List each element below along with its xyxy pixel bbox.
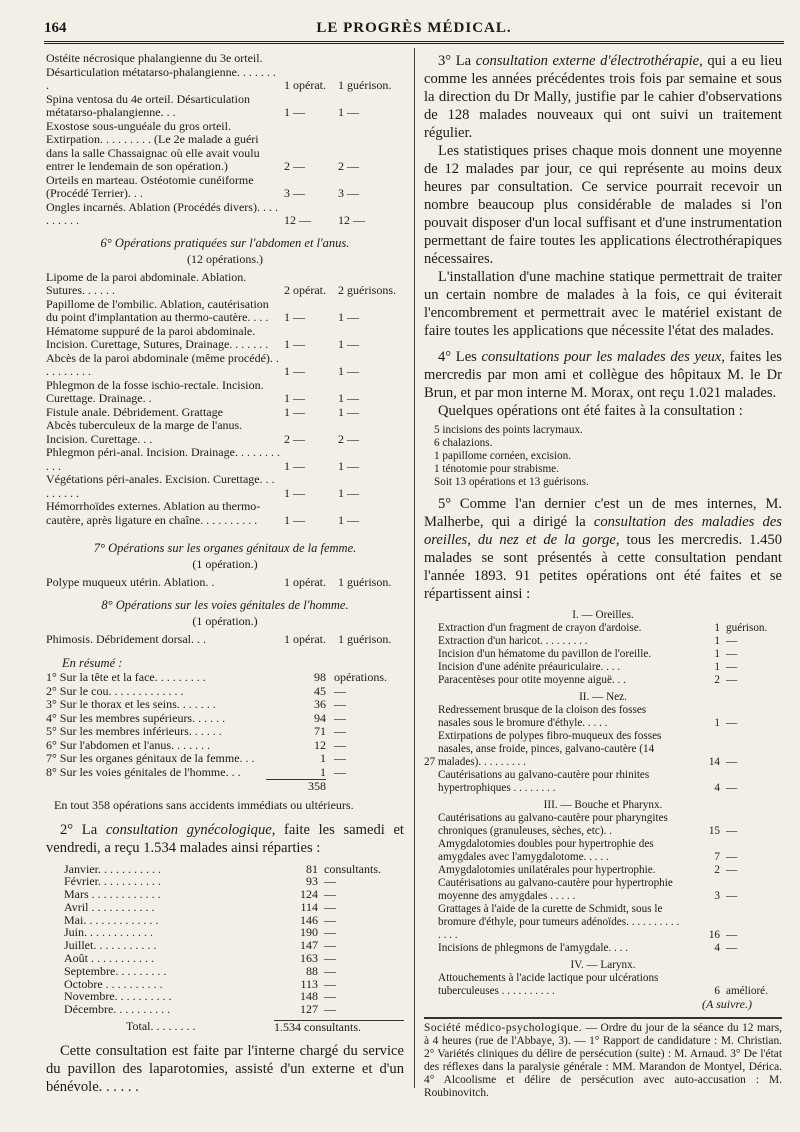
left-column <box>46 52 404 1096</box>
operation-row: Hémorrhoïdes externes. Ablation au thermo-cautère, après ligature en chaîne. . . . . . . . . . 1 — 1 — <box>46 499 359 527</box>
resume-title: En résumé : <box>62 656 123 670</box>
operation-row: Phlegmon de la fosse ischio-rectale. Incision. Curettage. Drainage. . 1 — 1 — <box>46 377 359 405</box>
ent-operation-row: Amygdalotomies doubles pour hypertrophie des amygdales avec l'amygdalotome. . . . . 7 — <box>438 838 738 863</box>
operations-list-feet <box>46 52 404 228</box>
ent-operation-row: Extraction d'un fragment de crayon d'ardoise. 1 guérison. <box>438 622 768 634</box>
operation-row: Hématome suppuré de la paroi abdominale. Incision. Curettage, Sutures, Drainage. . . . . . . 1 — 1 — <box>46 323 359 351</box>
header-rule <box>44 41 784 44</box>
mouth-operations <box>424 812 782 955</box>
operation-row: Phlegmon péri-anal. Incision. Drainage. . . . . . . . . . . 1 — 1 — <box>46 445 359 473</box>
ent-operation-row: Incisions de phlegmons de l'amygdale. . . . 4 — <box>438 942 738 954</box>
month-row: Juin. . . . . . . . . . . . 190 — <box>64 925 336 940</box>
section-subtitle-male-genital: (1 opération.) <box>192 613 258 628</box>
month-row: Janvier. . . . . . . . . . . 81 consultants. <box>64 861 381 876</box>
ent-operation-row: Incision d'un hématome du pavillon de l'oreille. 1 — <box>438 648 738 660</box>
societe-name: Société médico-psychologique. <box>424 1022 583 1034</box>
closing-paragraph: Cette consultation est faite par l'interne chargé du service du pavillon des laparotomies, assisté d'un externe et d'un bénévole. . . . . . <box>46 1042 404 1095</box>
operation-row: Ostéite nécrosique phalangienne du 3e orteil. Désarticulation métatarso-phalangienne. . . . . . . . 1 opérat. 1 guérison. <box>46 51 392 92</box>
gynecology-paragraph: 2° La consultation gynécologique, faite les samedi et vendredi, a reçu 1.534 malades ainsi réparties : <box>46 821 404 856</box>
operation-row: Polype muqueux utérin. Ablation. . 1 opérat. 1 guérison. <box>46 575 392 589</box>
resume-note: En tout 358 opérations sans accidents immédiats ou ultérieurs. <box>54 797 354 812</box>
right-column <box>424 52 782 1100</box>
section-title-female-genital: 7° Opérations sur les organes génitaux de la femme. <box>93 541 357 555</box>
month-row: Avril . . . . . . . . . . . 114 — <box>64 899 336 914</box>
ent-paragraph: 5° Comme l'an dernier c'est un de mes internes, M. Malherbe, qui a dirigé la consultation des maladies des oreilles, du nez et de la gorge, tous les mercredis. 1.450 malades se sont présentés à cette consultation pendant l'année 1893. 91 petites opérations ont été faites et se répartissent ainsi : <box>424 496 782 602</box>
resume-row: 2° Sur le cou. . . . . . . . . . . . . 45 — <box>46 683 346 698</box>
section-subtitle-abdomen: (12 opérations.) <box>187 251 263 266</box>
eye-operation-item: 1 ténotomie pour strabisme. <box>434 463 559 475</box>
operation-row: Spina ventosa du 4e orteil. Désarticulation métatarso-phalangienne. . . 1 — 1 — <box>46 91 359 119</box>
operation-row: Papillome de l'ombilic. Ablation, cautérisation du point d'implantation au thermo-cautère. . . . 1 — 1 — <box>46 296 359 324</box>
statistics-paragraph: Les statistiques prises chaque mois donnent une moyenne de 12 malades par jour, ce qui représente au moins deux heures par consultation. Ce service pourrait recevoir un nombre beaucoup plus considérable de malades si l'on pouvait disposer d'un local suffisant et d'une instrumentation permettant de faire toutes les applications électrothérapiques nécessaires. <box>424 143 782 267</box>
operations-list-abdomen <box>46 271 404 528</box>
operation-row: Lipome de la paroi abdominale. Ablation. Sutures. . . . . . 2 opérat. 2 guérisons. <box>46 269 396 297</box>
operation-row: Orteils en marteau. Ostéotomie cunéiforme (Procédé Terrier). . . 3 — 3 — <box>46 172 359 200</box>
machine-paragraph: L'installation d'une machine statique permettrait de traiter un certain nombre de malades à la fois, ce qui éviterait l'encombrement et permettrait avec le matériel existant de faire toutes les applications que nécessite l'état des malades. <box>424 269 782 339</box>
month-row: Juillet. . . . . . . . . . . 147 — <box>64 938 336 953</box>
operations-list-female-genital <box>46 576 404 590</box>
operation-row: Abcès tuberculeux de la marge de l'anus. Incision. Curettage. . . 2 — 2 — <box>46 418 359 446</box>
resume-row: 3° Sur le thorax et les seins. . . . . . . 36 — <box>46 697 346 711</box>
ent-operation-row: Grattages à l'aide de la curette de Schmidt, sous le bromure d'éthyle, pour tumeurs adénoïdes. . . . . . . . . . . . . . 16 — <box>438 903 738 941</box>
column-divider <box>414 48 415 1088</box>
section-subtitle-female-genital: (1 opération.) <box>192 557 258 571</box>
ent-operation-row: Amygdalotomies unilatérales pour hypertrophie. 2 — <box>438 864 738 876</box>
journal-title: LE PROGRÈS MÉDICAL. <box>316 20 512 36</box>
month-row: Février. . . . . . . . . . . 93 — <box>64 874 336 889</box>
societe-notice <box>424 1017 782 1100</box>
operations-list-male-genital <box>46 633 404 647</box>
resume-row: 7° Sur les organes génitaux de la femme. . . 1 — <box>46 751 346 765</box>
eye-operations-list <box>434 424 782 489</box>
resume-row: 6° Sur l'abdomen et l'anus. . . . . . . 12 — <box>46 737 346 752</box>
to-be-continued: (A suivre.) <box>702 997 752 1011</box>
operation-row: Végétations péri-anales. Excision. Curettage. . . . . . . . . 1 — 1 — <box>46 472 359 500</box>
month-row: Mars . . . . . . . . . . . . 124 — <box>64 887 336 902</box>
eye-operation-item: 5 incisions des points lacrymaux. <box>434 424 583 436</box>
running-header <box>44 20 784 40</box>
eye-operation-item: 6 chalazions. <box>434 437 493 449</box>
monthly-consultations-table <box>46 863 404 1017</box>
ent-operation-row: Incision d'une adénite préauriculaire. . . . 1 — <box>438 661 738 673</box>
month-row: Octobre . . . . . . . . . . 113 — <box>64 976 336 991</box>
months-total-label: Total. . . . . . . . <box>126 1019 196 1034</box>
eye-operation-item: Soit 13 opérations et 13 guérisons. <box>434 476 589 488</box>
resume-row: 8° Sur les voies génitales de l'homme. . . 1 — <box>46 764 346 779</box>
months-total-row <box>46 1020 404 1034</box>
months-total: 1.534 consultants. <box>274 1020 404 1034</box>
societe-text: — Ordre du jour de la séance du 12 mars, à 4 heures (rue de l'Abbaye, 3). — 1° Rapport de candidature : M. Christian. 2° Variétés cliniques du délire de persécution (suite) : M. Arnaud. 3° De l'état des réflexes dans la paralysie générale : MM. Marandon de Montyel, Dérica. 4° Alcoolisme et délire de persécution avec auto-accusation : M. Roubinovitch. <box>424 1022 782 1099</box>
resume-table <box>46 671 404 779</box>
ent-operation-row: Extraction d'un haricot. . . . . . . . . 1 — <box>438 635 738 647</box>
ent-operation-row: Paracentèses pour otite moyenne aiguë. . . 2 — <box>438 674 738 686</box>
ent-operation-row: 27 Extirpations de polypes fibro-muqueux des fosses nasales, anse froide, pinces, galvano-cautère (14 malades). . . . . . . . . 14 — <box>424 730 738 768</box>
section-ears: I. — Oreilles. <box>572 609 634 621</box>
month-row: Novembre. . . . . . . . . . 148 — <box>64 989 336 1004</box>
resume-total-row <box>46 780 404 794</box>
section-title-abdomen: 6° Opérations pratiquées sur l'abdomen et l'anus. <box>100 235 350 250</box>
ent-operation-row: Cautérisations au galvano-cautère pour rhinites hypertrophiques . . . . . . . . 4 — <box>438 769 738 794</box>
section-title-male-genital: 8° Opérations sur les voies génitales de l'homme. <box>101 597 349 612</box>
month-row: Septembre. . . . . . . . . 88 — <box>64 963 336 978</box>
ent-operation-row: Attouchements à l'acide lactique pour ulcérations tuberculeuses . . . . . . . . . . 6 amélioré. <box>438 972 768 997</box>
month-row: Août . . . . . . . . . . . 163 — <box>64 951 336 966</box>
ear-operations <box>424 622 782 687</box>
eye-paragraph: 4° Les consultations pour les malades des yeux, faites les mercredis par mon ami et collègue des hôpitaux M. le Dr Brun, et par mon interne M. Morax, ont reçu 1.021 malades. Quelques opérations ont été faites à la consultation : <box>424 349 782 419</box>
ent-operation-row: Redressement brusque de la cloison des fosses nasales sous le bromure d'éthyle. . . . . 1 — <box>438 704 738 729</box>
resume-total: 358 <box>308 779 326 793</box>
operation-row: Abcès de la paroi abdominale (même procédé). . . . . . . . . . 1 — 1 — <box>46 350 359 378</box>
ent-operation-row: Cautérisations au galvano-cautère pour pharyngites chroniques (granuleuses, sèches, etc). . 15 — <box>438 812 738 837</box>
operation-row: Phimosis. Débridement dorsal. . . 1 opérat. 1 guérison. <box>46 631 392 646</box>
section-nose: II. — Nez. <box>579 691 627 703</box>
resume-row: 4° Sur les membres supérieurs. . . . . . 94 — <box>46 710 346 725</box>
section-mouth: III. — Bouche et Pharynx. <box>543 799 663 811</box>
larynx-operations <box>424 972 782 998</box>
section-larynx: IV. — Larynx. <box>570 959 636 971</box>
nose-operations <box>424 704 782 795</box>
electrotherapy-paragraph: 3° La consultation externe d'électrothérapie, qui a eu lieu comme les années précédentes trois fois par semaine et sous la direction du Dr Mally, justifie par le cahier d'observations de 128 malades nouveaux qui ont suivi un traitement régulier. Les statistiques prises chaque mois donnent une moyenne de 12 malades par jour, ce qui représente au moins deux heures par consultation. Ce service pourrait recevoir un nombre beaucoup plus considérable de malades si l'on pouvait disposer d'un local suffisant et d'une instrumentation permettant de faire toutes les applications électrothérapiques nécessaires. L'installation d'une machine statique permettrait de traiter un certain nombre de malades à la fois, ce qui éviterait l'encombrement et permettrait avec le matériel existant de faire toutes les applications que nécessite l'état des malades. <box>424 53 783 339</box>
resume-row: 1° Sur la tête et la face. . . . . . . . . 98 opérations. <box>46 670 387 684</box>
eye-operation-item: 1 papillome cornéen, excision. <box>434 450 572 462</box>
month-row: Mai. . . . . . . . . . . . . 146 — <box>64 912 336 927</box>
month-row: Décembre. . . . . . . . . . 127 — <box>64 1002 336 1017</box>
ent-operation-row: Cautérisations au galvano-cautère pour hypertrophie moyenne des amygdales . . . . . 3 — <box>438 877 738 902</box>
operation-row: Fistule anale. Débridement. Grattage 1 — 1 — <box>46 404 359 419</box>
page-number: 164 <box>44 20 67 36</box>
resume-row: 5° Sur les membres inférieurs. . . . . . 71 — <box>46 724 346 738</box>
operation-row: Ongles incarnés. Ablation (Procédés divers). . . . . . . . . . 12 — 12 — <box>46 199 365 227</box>
operation-row: Exostose sous-unguéale du gros orteil. Extirpation. . . . . . . . . (Le 2e malade a guéri dans la salle Chassaignac où elle avait voulu entrer le lendemain de son opération.) 2 — 2 — <box>46 118 359 173</box>
